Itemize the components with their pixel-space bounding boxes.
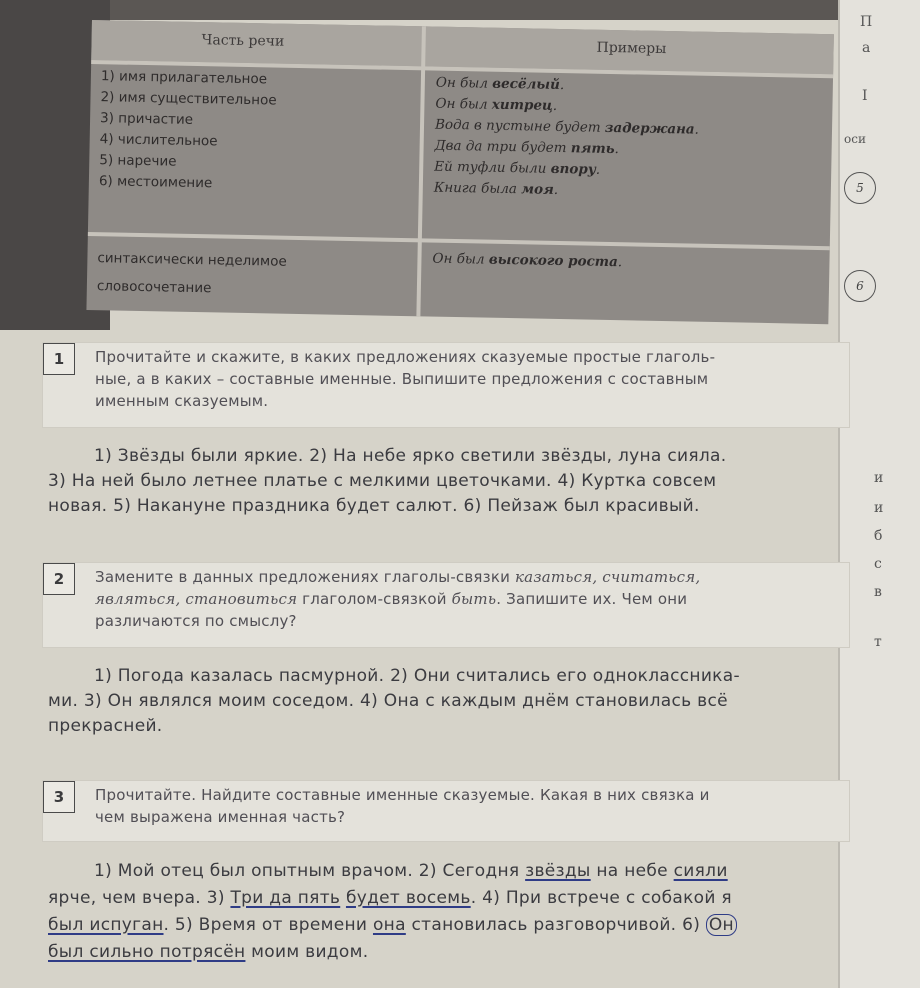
margin-fragment: и (874, 500, 884, 516)
margin-fragment: а (862, 40, 871, 56)
pencil-underline: будет восемь (345, 888, 471, 908)
table-cell: словосочетание (96, 278, 212, 297)
table-cell: Два да три будет пять. (434, 137, 620, 158)
pencil-underline: был сильно потрясён (48, 942, 246, 962)
margin-fragment: оси (844, 132, 866, 146)
examples-list (434, 73, 700, 204)
margin-fragment: П (860, 14, 873, 30)
exercise-1-instructions (42, 342, 850, 428)
exercise-3-text: Прочитайте. Найдите составные именные сказуемые. Какая в них связка и чем выражена именная часть? (95, 786, 710, 826)
table-cell: Вода в пустыне будет задержана. (434, 116, 700, 138)
table-cell: 4) числительное (99, 131, 218, 150)
exercise-3-instructions (42, 780, 850, 842)
pencil-underline: был испуган (48, 915, 164, 935)
exercise-2-sentences: 1) Погода казалась пасмурной. 2) Они считались его одноклассника- ми. 3) Он являлся моим соседом. 4) Она с каждым днём становилась всё прекрасней. (48, 666, 740, 736)
table-cell: Ей туфли были впору. (434, 158, 601, 178)
margin-fragment: I (862, 88, 868, 104)
table-cell: 1) имя прилагательное (100, 68, 268, 88)
margin-circle-6: 6 (844, 270, 876, 302)
last-row-part (97, 244, 287, 304)
margin-fragment: с (874, 556, 882, 572)
table-cell: 5) наречие (99, 152, 177, 170)
table-cell: 2) имя существительное (100, 89, 277, 109)
margin-fragment: в (874, 584, 882, 600)
margin-fragment: б (874, 528, 883, 544)
table-cell: 6) местоимение (98, 173, 213, 192)
pencil-underline: Три да пять (230, 888, 341, 908)
exercise-3-sentences: 1) Мой отец был опытным врачом. 2) Сегодня звёзды на небе сияли ярче, чем вчера. 3) Три да пять будет восемь. 4) При встрече с собакой я был испуган. 5) Время от времени она становилась разговорчивой. 6) Он был сильно потрясён моим видом. (48, 858, 858, 966)
pencil-circle: Он (706, 914, 737, 936)
desk-background (0, 0, 920, 20)
parts-of-speech-table (86, 20, 833, 324)
exercise-2-instructions (42, 562, 850, 648)
last-row-example (432, 249, 622, 274)
pencil-underline: сияли (673, 861, 728, 881)
exercise-2-text: Замените в данных предложениях глаголы-связки казаться, считаться, являться, становиться глаголом-связкой быть. Запишите их. Чем они различаются по смыслу? (95, 568, 701, 630)
exercise-1-sentences: 1) Звёзды были яркие. 2) На небе ярко светили звёзды, луна сияла. 3) На ней было летнее платье с мелкими цветочками. 4) Куртка совсем новая. 5) Накануне праздника будет салют. 6) Пейзаж был красивый. (48, 446, 727, 516)
table-cell: Он был высокого роста. (432, 250, 623, 271)
table-cell: Он был весёлый. (435, 74, 565, 94)
exercise-number: 2 (43, 563, 75, 595)
table-header-part-of-speech: Часть речи (201, 32, 285, 50)
table-cell: Он был хитрец. (435, 95, 558, 114)
margin-fragment: т (874, 634, 882, 650)
margin-fragment: и (874, 470, 884, 486)
exercise-number: 3 (43, 781, 75, 813)
table-cell: 3) причастие (99, 110, 194, 128)
table-cell: Книга была моя. (433, 179, 559, 198)
exercise-1-text: Прочитайте и скажите, в каких предложениях сказуемые простые глаголь- ные, а в каких – составные именные. Выпишите предложения с составным именным сказуемым. (95, 348, 716, 410)
table-cell: синтаксически неделимое (97, 250, 287, 270)
exercise-number: 1 (43, 343, 75, 375)
parts-of-speech-list (99, 66, 278, 195)
table-header-examples: Примеры (596, 39, 667, 58)
pencil-underline: она (372, 915, 406, 935)
margin-circle-5: 5 (844, 172, 876, 204)
pencil-underline: звёзды (525, 861, 591, 881)
